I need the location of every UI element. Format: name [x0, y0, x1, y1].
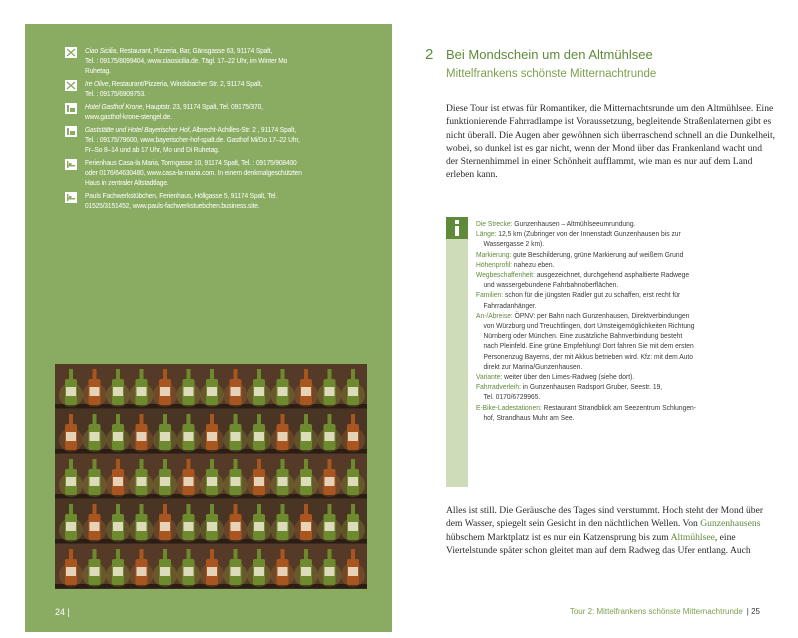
restaurant-icon	[65, 80, 77, 91]
info-line: Tel. 0170/6729965.	[483, 392, 541, 402]
info-line: An-/Abreise: ÖPNV: per Bahn nach Gunzenhausen, Direktverbindungen	[476, 310, 690, 320]
intro-paragraph: Diese Tour ist etwas für Romantiker, die Mitternachtsrunde um den Altmühlsee. Eine funktionierende Fahrradlampe ist Voraussetzung, begleitende Straßenlaternen gibt es nicht überall. Die Augen aber gewöhnen sich überraschend schnell an die Dunkelheit, wobei, so dunkel ist es gar nicht, wenn der Mond über das Frankenland wacht und der Sternenhimmel in einer Schönheit aufflammt, wie man es nur auf dem Land erleben kann.	[446, 103, 776, 181]
running-footer-title: Tour 2: Mittelfrankens schönste Mitternachtrunde	[569, 607, 743, 616]
place-link: Altmühlsee	[670, 531, 715, 543]
info-line: E-Bike-Ladestationen: Restaurant Strandblick am Seezentrum Schlungen-	[476, 402, 696, 412]
left-page	[25, 24, 392, 632]
restaurant-icon	[65, 47, 77, 58]
address-line: www.gasthof-krone-stengel.de.	[85, 112, 172, 121]
info-label: Wegbeschaffenheit:	[476, 270, 535, 280]
info-label: Variante:	[476, 372, 503, 382]
address-line: Ferienhaus Casa-la Maria, Torrngasse 10, 91174 Spalt, Tel. : 09175/908400	[85, 158, 297, 167]
info-label: E-Bike-Ladestationen:	[476, 402, 542, 412]
address-entry	[65, 158, 375, 188]
info-line: und wassergebundene Fahrbahnoberflächen.	[483, 280, 619, 290]
info-label: An-/Abreise:	[476, 310, 513, 320]
chapter-number: 2	[425, 46, 434, 63]
info-line: Nürnberg oder München. Eine zusätzliche Bahnverbindung besteht	[483, 331, 683, 341]
chapter-title: Bei Mondschein um den Altmühlsee	[446, 47, 653, 62]
place-link: Gunzenhausens	[700, 518, 761, 530]
hotel-icon	[65, 126, 77, 137]
chapter-subtitle: Mittelfrankens schönste Mitternachtrunde	[446, 68, 657, 80]
address-line: Haus in zentraler Altstadtlage.	[85, 178, 169, 187]
address-line: Pauls Fachwerkstübchen, Ferienhaus, Höllgasse 5, 91174 Spalt, Tel.	[85, 191, 278, 200]
info-line: hof, Strandhaus Muhr am See.	[483, 412, 575, 422]
bed-icon	[65, 192, 77, 203]
bed-icon	[65, 159, 77, 170]
address-line: Fr–So 8–14 und ab 17 Uhr, Mo und Di Ruhetag.	[85, 145, 220, 154]
info-label: Familien:	[476, 290, 504, 300]
info-line: nach Pleinfeld. Eine grüne Empfehlung! Dort fahren Sie mit dem ersten	[483, 341, 694, 351]
info-side-bar	[446, 239, 468, 487]
page-number-right: | 25	[746, 607, 760, 616]
info-line: Fahrradverleih: in Gunzenhausen Radsport Gruber, Seestr. 19,	[476, 382, 663, 392]
info-line: direkt zur Marina/Gunzenhausen.	[483, 361, 583, 371]
outro-paragraph: Alles ist still. Die Geräusche des Tages sind verstummt. Hoch steht der Mond über dem Wasser, spiegelt sein Gesicht in den nächtlichen Wellen. Von Gunzenhausens hübschem Marktplatz ist es nur ein Katzensprung bis zum Altmühlsee, eine Viertelstunde später schon gleitet man auf dem Radweg das Ufer entlang. Auch	[446, 505, 764, 556]
address-list	[65, 46, 375, 214]
page-number-left: 24 |	[55, 607, 70, 617]
address-entry	[65, 79, 375, 99]
address-line: Hotel Gasthof Krone, Hauptstr. 23, 91174 Spalt, Tel. 09175/370,	[85, 102, 263, 111]
address-line: Ciao Sicilia, Restaurant, Pizzeria, Bar, Gänsgasse 63, 91174 Spalt,	[85, 46, 272, 55]
address-line: Tel. : 09175/6909753.	[85, 89, 146, 98]
address-entry	[65, 191, 375, 211]
bottle-wall-image	[55, 364, 367, 589]
info-line: Höhenprofil: nahezu eben.	[476, 259, 555, 269]
address-line: oder 0176/64630480, www.casa-la-maria.com. In einem denkmalgeschützten	[85, 168, 302, 177]
info-line: Fahrradanhänger.	[483, 300, 537, 310]
info-line: Länge: 12,5 km (Zubringer von der Innenstadt Gunzenhausen bis zur	[476, 229, 681, 239]
info-line: Wegbeschaffenheit: ausgezeichnet, durchgehend asphaltierte Radwege	[476, 270, 690, 280]
info-line: Markierung: gute Beschilderung, grüne Markierung auf weißem Grund	[476, 249, 684, 259]
right-footer	[570, 607, 760, 616]
address-entry	[65, 125, 375, 155]
info-line: Personenzug Bayerns, der mit Akkus betrieben wird. Kfz: mit dem Auto	[483, 351, 693, 361]
address-entry	[65, 46, 375, 76]
info-line: Wassergasse 2 km).	[483, 239, 545, 249]
info-line: Die Strecke: Gunzenhausen – Altmühlseeumrundung.	[476, 219, 636, 228]
info-label: Fahrradverleih:	[476, 382, 521, 392]
address-entry	[65, 102, 375, 122]
info-line: Familien: schon für die jüngsten Radler gut zu schaffen, erst recht für	[476, 290, 681, 300]
hotel-icon	[65, 103, 77, 114]
info-icon	[446, 217, 468, 239]
info-label: Länge:	[476, 229, 497, 239]
info-line: von Würzburg und Treuchtlingen, dort Umsteigemöglichkeiten Richtung	[483, 321, 695, 331]
bottle-wall-photo	[55, 364, 367, 589]
info-line: Variante: weiter über den Limes-Radweg (siehe dort).	[476, 372, 635, 382]
info-lines	[476, 219, 766, 423]
address-line: Tel. : 09175/8099404, www.ciaosicilia.de. Tägl. 17–22 Uhr, im Winter Mo	[85, 56, 288, 65]
right-page	[400, 24, 798, 638]
address-line: 01525/3151452, www.pauls-fachwerkstuebchen.business.site.	[85, 201, 260, 210]
info-label: Die Strecke:	[476, 219, 513, 228]
address-line: Tel. : 09175/79600, www.bayerischer-hof-spalt.de. Gasthof Mi/Do 17–22 Uhr,	[85, 135, 300, 144]
address-line: Ire Olive, Restaurant/Pizzeria, Windsbacher Str. 2, 91174 Spalt,	[85, 79, 263, 88]
info-label: Markierung:	[476, 249, 512, 259]
address-line: Gaststätte und Hotel Bayerischer Hof, Albrecht-Achilles-Str. 2 , 91174 Spalt,	[85, 125, 296, 134]
info-label: Höhenprofil:	[476, 259, 513, 269]
address-line: Ruhetag.	[85, 66, 111, 75]
